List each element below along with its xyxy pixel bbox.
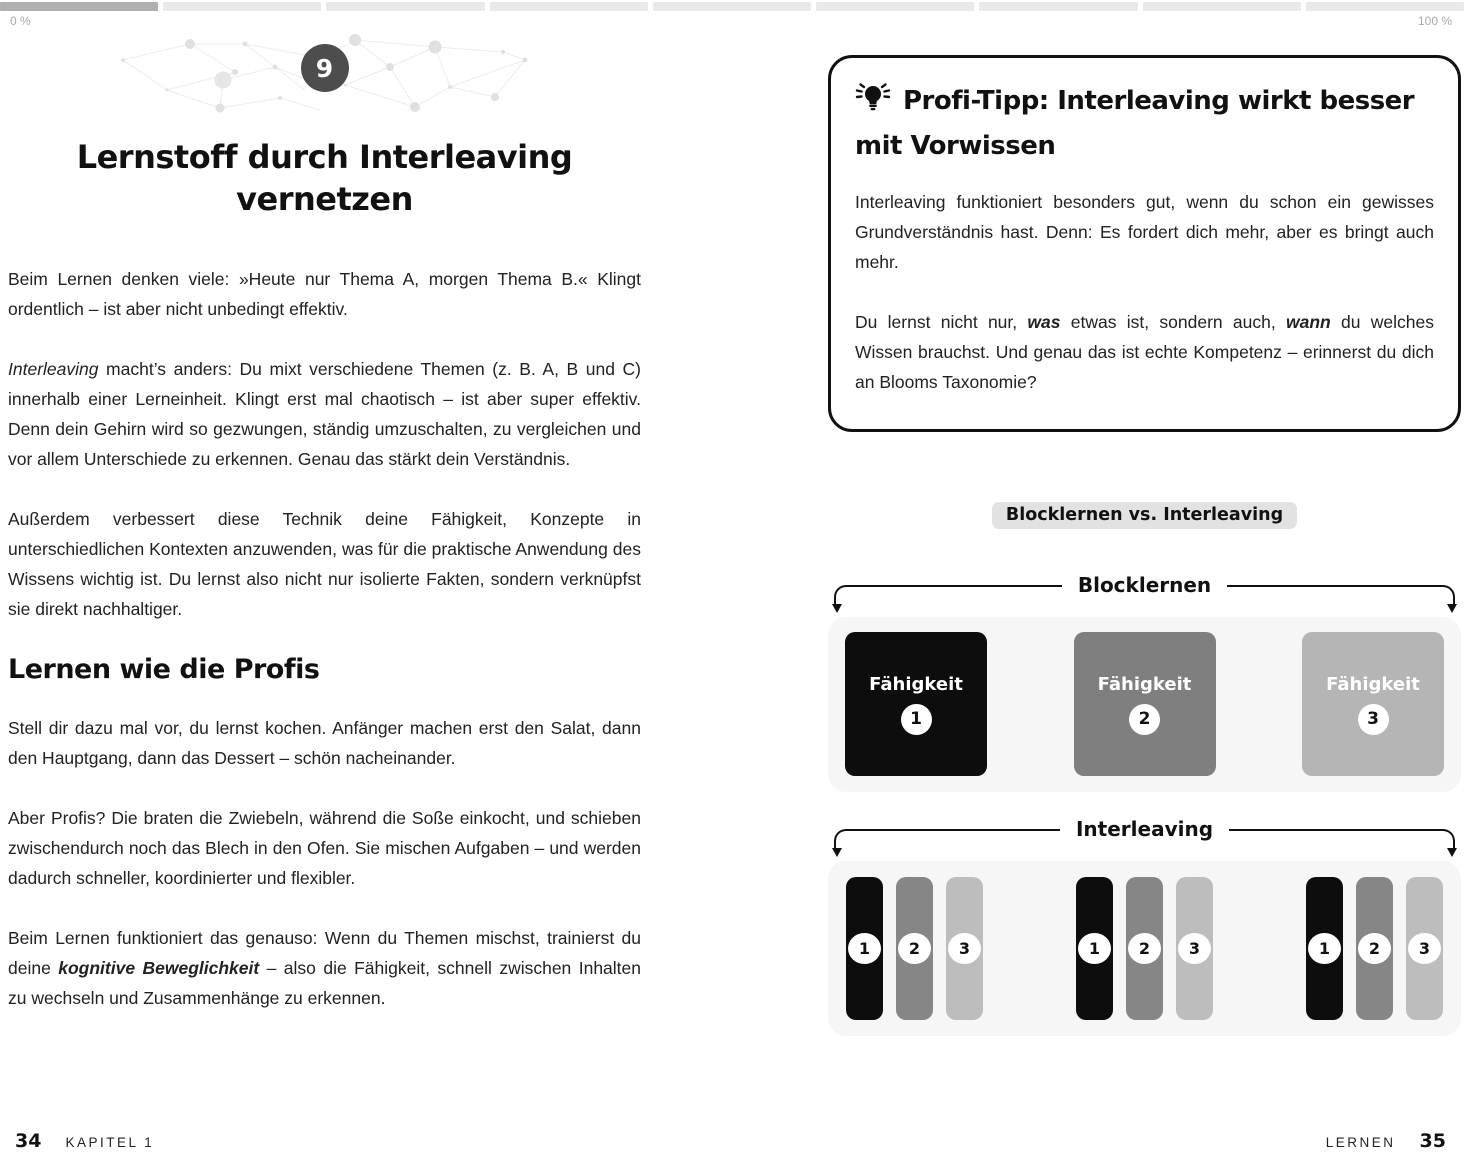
paragraph: Du lernst nicht nur, was etwas ist, sondern auch, wann du welches Wissen brauchst. Und genau das ist echte Kompetenz – erinnerst du dich an Blooms Taxonomie? [855, 312, 1434, 392]
bar-number: 2 [1358, 933, 1391, 964]
lightbulb-icon [855, 80, 891, 127]
left-page-body [8, 264, 641, 1013]
comparison-diagram [828, 502, 1461, 1036]
interleaving-bar [896, 877, 933, 1020]
progress-segment[interactable] [163, 2, 321, 11]
right-running-head: LERNEN [1325, 1135, 1396, 1150]
progress-start-label: 0 % [10, 14, 31, 28]
profi-tipp-box [828, 55, 1461, 432]
bar-number: 3 [1178, 933, 1211, 964]
progress-segment[interactable] [1143, 2, 1301, 11]
section-heading: Lernen wie die Profis [8, 654, 320, 685]
bracket-arrow-left-icon [834, 829, 1060, 849]
paragraph: Außerdem verbessert diese Technik deine Fähigkeit, Konzepte in unterschiedlichen Kontexten anzuwenden, was für die praktische Anwendung des Wissens wichtig ist. Du lernst also nicht nur isolierte Fakten, sondern verknüpfst sie direkt nachhaltiger. [8, 509, 641, 619]
left-running-head: KAPITEL 1 [65, 1135, 155, 1150]
interleaving-bar [1076, 877, 1113, 1020]
interleaving-group [846, 877, 983, 1020]
bar-number: 3 [1408, 933, 1441, 964]
interleaving-bracket [828, 817, 1461, 847]
interleaving-bar [1306, 877, 1343, 1020]
page-footer [15, 1130, 1446, 1152]
paragraph: Stell dir dazu mal vor, du lernst kochen. Anfänger machen erst den Salat, dann den Hauptgang, dann das Dessert – schön nacheinander. [8, 718, 641, 768]
bar-number: 1 [848, 933, 881, 964]
bar-number: 2 [898, 933, 931, 964]
blocklernen-label: Blocklernen [1077, 573, 1212, 597]
footer-left [15, 1130, 154, 1152]
bar-number: 3 [948, 933, 981, 964]
faehigkeit-number: 1 [901, 704, 932, 735]
paragraph: Interleaving macht’s anders: Du mixt verschiedene Themen (z. B. A, B und C) innerhalb einer Lerneinheit. Klingt erst mal chaotisch – ist aber super effektiv. Denn dein Gehirn wird so gezwungen, ständig umzuschalten, zu vergleichen und vor allem Unterschiede zu erkennen. Genau das stärkt dein Verständnis. [8, 359, 641, 469]
chapter-number-badge [301, 44, 349, 92]
progress-end-label: 100 % [1417, 14, 1452, 28]
paragraph: Interleaving funktioniert besonders gut, wenn du schon ein gewisses Grundverständnis hast. Denn: Es fordert dich mehr, aber es bringt auch mehr. [855, 192, 1434, 272]
progress-segment[interactable] [0, 2, 158, 11]
faehigkeit-number: 3 [1358, 704, 1389, 735]
interleaving-bar [946, 877, 983, 1020]
progress-segment[interactable] [653, 2, 811, 11]
interleaving-label: Interleaving [1075, 817, 1214, 841]
interleaving-container [828, 861, 1461, 1036]
faehigkeit-box [1074, 632, 1216, 776]
bar-number: 1 [1308, 933, 1341, 964]
bar-number: 1 [1078, 933, 1111, 964]
interleaving-group [1306, 877, 1443, 1020]
tip-title [855, 80, 1434, 165]
progress-segment[interactable] [1306, 2, 1464, 11]
blocklernen-bracket [828, 573, 1461, 603]
blocklernen-container [828, 617, 1461, 792]
progress-segment[interactable] [979, 2, 1137, 11]
chapter-number: 9 [315, 53, 334, 83]
reading-progress [0, 0, 1464, 28]
faehigkeit-label: Fähigkeit [1097, 673, 1192, 695]
faehigkeit-label: Fähigkeit [869, 673, 963, 695]
right-page-number: 35 [1419, 1130, 1446, 1152]
bracket-arrow-left-icon [834, 585, 1062, 605]
paragraph: Beim Lernen denken viele: »Heute nur Thema A, morgen Thema B.« Klingt ordentlich – ist aber nicht unbedingt effektiv. [8, 269, 641, 319]
faehigkeit-box [845, 632, 987, 776]
progress-segment[interactable] [816, 2, 974, 11]
faehigkeit-label: Fähigkeit [1326, 673, 1420, 695]
paragraph: Beim Lernen funktioniert das genauso: Wenn du Themen mischst, trainierst du deine kognitive Beweglichkeit – also die Fähigkeit, schnell zwischen Inhalten zu wechseln und Zusammenhänge zu erkennen. [8, 928, 641, 1008]
diagram-title-pill: Blocklernen vs. Interleaving [992, 502, 1297, 529]
right-page [828, 55, 1461, 1036]
faehigkeit-number: 2 [1129, 704, 1160, 735]
footer-right [1326, 1130, 1446, 1152]
progress-segment[interactable] [326, 2, 484, 11]
reading-progress-bar[interactable] [0, 2, 1464, 11]
chapter-header [8, 30, 641, 118]
progress-segment[interactable] [490, 2, 648, 11]
interleaving-bar [1406, 877, 1443, 1020]
progress-labels [0, 11, 1464, 28]
bracket-arrow-right-icon [1227, 585, 1455, 605]
interleaving-bar [1126, 877, 1163, 1020]
interleaving-group [1076, 877, 1213, 1020]
paragraph: Aber Profis? Die braten die Zwiebeln, während die Soße einkocht, und schieben zwischendurch noch das Blech in den Ofen. Sie mischen Aufgaben – und werden dadurch schneller, koordinierter und flexibler. [8, 808, 641, 888]
bar-number: 2 [1128, 933, 1161, 964]
left-page-number: 34 [15, 1130, 42, 1152]
interleaving-bar [1176, 877, 1213, 1020]
tip-title-text: Profi-Tipp: Interleaving wirkt besser mit Vorwissen [855, 86, 1415, 161]
interleaving-bar [1356, 877, 1393, 1020]
interleaving-bar [846, 877, 883, 1020]
bracket-arrow-right-icon [1229, 829, 1455, 849]
left-page [8, 30, 641, 1043]
chapter-title: Lernstoff durch Interleaving vernetzen [76, 138, 573, 218]
faehigkeit-box [1302, 632, 1444, 776]
tip-text [855, 187, 1434, 397]
